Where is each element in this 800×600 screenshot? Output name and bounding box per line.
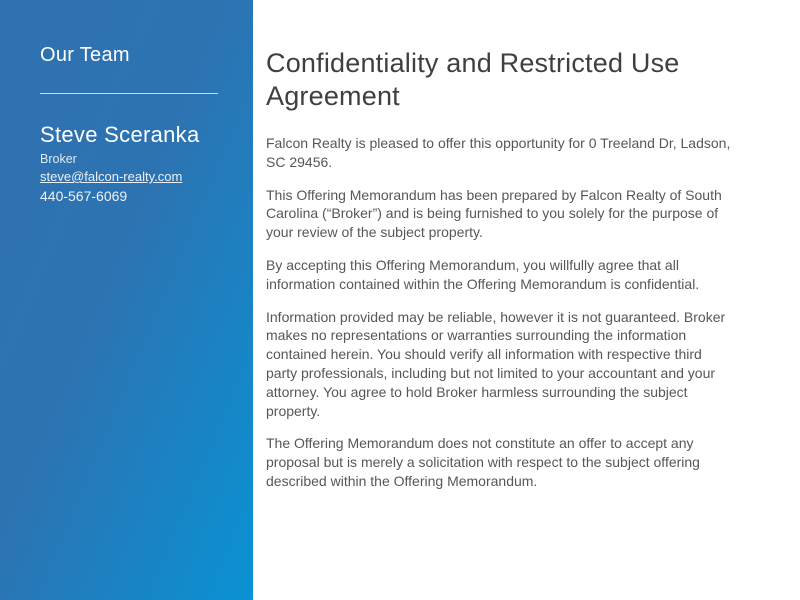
agreement-paragraph: Information provided may be reliable, however it is not guaranteed. Broker makes no representations or warranties surrounding the information contained herein. You should verify all information with respective third party professionals, including but not limited to your accountant and your attorney. You agree to hold Broker harmless surrounding the subject property. (266, 308, 726, 419)
agreement-paragraph: Falcon Realty is pleased to offer this opportunity for 0 Treeland Dr, Ladson, SC 29456. (266, 135, 731, 170)
agreement-paragraph: The Offering Memorandum does not constitute an offer to accept any proposal but is merely a solicitation with respect to the subject offering described within the Offering Memorandum. (266, 435, 700, 489)
agreement-content (253, 0, 800, 600)
page-title: Confidentiality and Restricted Use Agreement (266, 48, 680, 111)
contact-card (40, 121, 229, 205)
sidebar-heading: Our Team (40, 44, 130, 66)
contact-email-link[interactable]: steve@falcon-realty.com (40, 169, 183, 184)
agreement-body (266, 134, 733, 491)
contact-role: Broker (40, 152, 77, 166)
team-sidebar (0, 0, 253, 600)
contact-phone: 440-567-6069 (40, 188, 128, 204)
agreement-paragraph: By accepting this Offering Memorandum, you willfully agree that all information contained within the Offering Memorandum is confidential. (266, 256, 700, 292)
agreement-paragraph: This Offering Memorandum has been prepared by Falcon Realty of South Carolina (“Broker”) and is being furnished to you solely for the purpose of your review of the subject property. (266, 186, 722, 241)
sidebar-divider (40, 93, 218, 94)
contact-name: Steve Sceranka (40, 122, 200, 147)
